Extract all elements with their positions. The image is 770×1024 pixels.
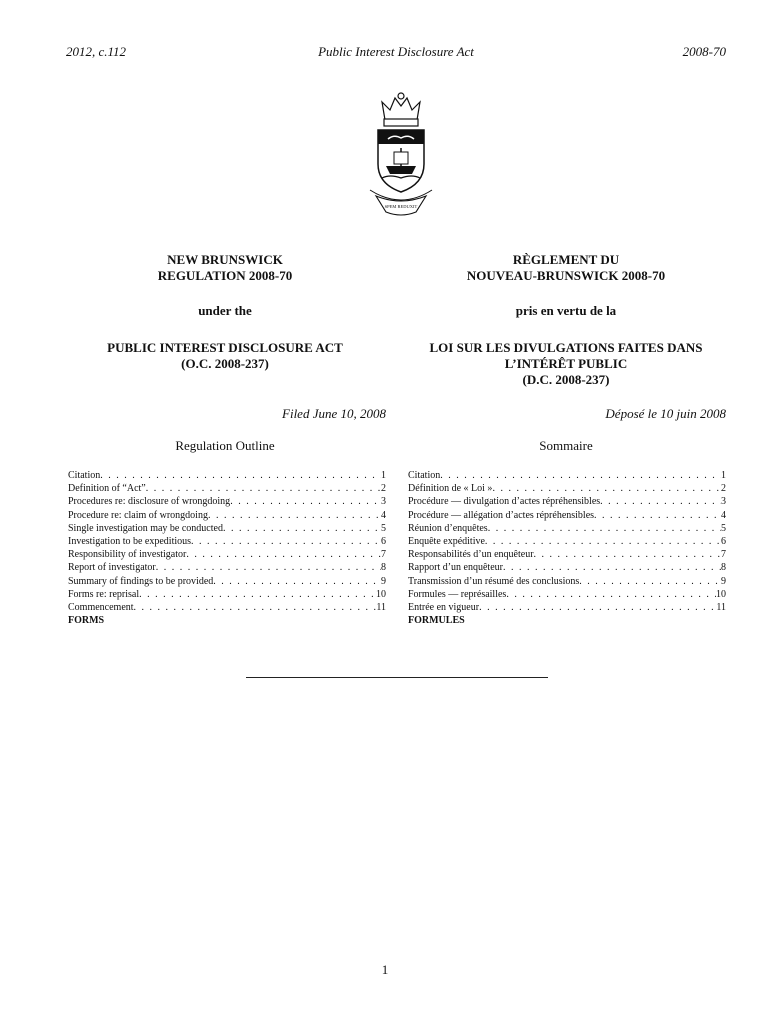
toc-entry-title: Responsibility of investigator <box>68 549 187 561</box>
toc-entry-section-number: 3 <box>381 496 386 508</box>
toc-entry[interactable] <box>68 535 386 548</box>
page-number: 1 <box>381 962 389 977</box>
toc-leader-dots <box>139 588 376 601</box>
toc-leader-dots <box>488 522 721 535</box>
french-regulation-title: RÈGLEMENT DU NOUVEAU-BRUNSWICK 2008-70 <box>466 252 666 283</box>
toc-entry-section-number: 7 <box>721 549 726 561</box>
toc-entry[interactable] <box>408 535 726 548</box>
english-regulation-title: NEW BRUNSWICK REGULATION 2008-70 <box>157 252 293 283</box>
toc-entry-title: Réunion d’enquêtes <box>408 522 488 534</box>
toc-entry[interactable] <box>408 601 726 614</box>
toc-entry-title: Forms re: reprisal <box>68 588 140 600</box>
toc-entry-title: Commencement <box>68 602 134 614</box>
toc-entry[interactable] <box>68 522 386 535</box>
toc-leader-dots <box>208 509 381 522</box>
toc-entry-title: Définition de « Loi » <box>408 483 493 495</box>
toc-entry-section-number: 11 <box>376 602 386 614</box>
english-outline-heading: Regulation Outline <box>175 438 275 453</box>
toc-entry-title: Procedure re: claim of wrongdoing <box>68 509 208 521</box>
toc-entry-title: Report of investigator <box>68 562 156 574</box>
toc-entry-section-number: 8 <box>721 562 726 574</box>
toc-forms-entry[interactable]: FORMULES <box>408 615 465 627</box>
toc-leader-dots <box>503 561 721 574</box>
toc-forms-entry[interactable]: FORMS <box>68 615 105 627</box>
toc-entry-section-number: 3 <box>721 496 726 508</box>
new-brunswick-coat-of-arms-icon <box>360 92 442 218</box>
toc-entry[interactable] <box>68 588 386 601</box>
header-regulation-number: 2008-70 <box>682 44 726 59</box>
toc-entry-title: Entrée en vigueur <box>408 602 480 614</box>
toc-entry-title: Definition of “Act” <box>68 483 146 495</box>
french-title-column <box>407 252 725 388</box>
french-under-the: pris en vertu de la <box>515 303 617 318</box>
english-filed-date: Filed June 10, 2008 <box>282 406 386 421</box>
toc-entry-title: Procédure — allégation d’actes répréhensibles <box>408 509 595 521</box>
toc-leader-dots <box>134 601 377 614</box>
toc-entry-section-number: 9 <box>381 575 386 587</box>
toc-entry-section-number: 5 <box>381 522 386 534</box>
crest-motto: SPEM REDUXIT <box>384 204 418 209</box>
toc-leader-dots <box>223 522 381 535</box>
toc-entry[interactable] <box>68 509 386 522</box>
toc-entry-section-number: 7 <box>381 549 386 561</box>
header-chapter: 2012, c.112 <box>66 44 127 59</box>
toc-entry-title: Procedures re: disclosure of wrongdoing <box>68 496 231 508</box>
toc-leader-dots <box>479 601 716 614</box>
toc-entry-title: Procédure — divulgation d’actes répréhensibles <box>408 496 601 508</box>
toc-leader-dots <box>230 495 381 508</box>
toc-entry-title: Single investigation may be conducted <box>68 522 223 534</box>
toc-entry-title: Citation <box>68 470 101 481</box>
toc-leader-dots <box>156 561 381 574</box>
toc-entry[interactable] <box>68 495 386 508</box>
toc-entry[interactable] <box>408 495 726 508</box>
toc-entry-section-number: 6 <box>381 536 386 548</box>
toc-leader-dots <box>100 469 381 482</box>
toc-leader-dots <box>146 482 381 495</box>
toc-entry-title: Transmission d’un résumé des conclusions <box>408 575 580 587</box>
toc-leader-dots <box>594 509 721 522</box>
toc-entry[interactable] <box>68 548 386 561</box>
english-table-of-contents <box>68 469 386 627</box>
toc-entry[interactable] <box>408 482 726 495</box>
french-table-of-contents <box>408 469 726 627</box>
english-under-the: under the <box>198 303 252 318</box>
toc-entry[interactable] <box>408 548 726 561</box>
toc-entry-section-number: 1 <box>721 470 726 481</box>
toc-entry-section-number: 11 <box>716 602 726 614</box>
toc-entry-section-number: 1 <box>381 470 386 481</box>
toc-leader-dots <box>191 535 381 548</box>
toc-entry[interactable] <box>68 482 386 495</box>
toc-leader-dots <box>600 495 721 508</box>
english-act-name: PUBLIC INTEREST DISCLOSURE ACT (O.C. 2008-237) <box>107 340 343 371</box>
toc-entry-section-number: 4 <box>721 509 726 521</box>
toc-entry-section-number: 4 <box>381 509 386 521</box>
toc-entry-section-number: 10 <box>716 588 726 600</box>
toc-entry-title: Formules — représailles <box>408 588 507 600</box>
toc-entry[interactable] <box>408 588 726 601</box>
toc-entry[interactable] <box>408 575 726 588</box>
toc-entry[interactable] <box>68 601 386 614</box>
toc-entry[interactable] <box>68 575 386 588</box>
toc-leader-dots <box>579 575 721 588</box>
toc-entry[interactable] <box>408 522 726 535</box>
toc-leader-dots <box>485 535 721 548</box>
toc-leader-dots <box>534 548 721 561</box>
toc-leader-dots <box>492 482 721 495</box>
toc-entry-section-number: 2 <box>381 483 386 495</box>
section-divider <box>246 677 548 678</box>
toc-entry-title: Summary of findings to be provided <box>68 575 214 587</box>
toc-entry-title: Citation <box>408 470 441 481</box>
french-filed-date: Déposé le 10 juin 2008 <box>605 406 726 421</box>
toc-leader-dots <box>440 469 721 482</box>
toc-entry[interactable] <box>68 561 386 574</box>
toc-entry-section-number: 6 <box>721 536 726 548</box>
toc-leader-dots <box>213 575 381 588</box>
toc-entry[interactable] <box>408 509 726 522</box>
english-title-column <box>66 252 384 372</box>
toc-entry-section-number: 9 <box>721 575 726 587</box>
toc-leader-dots <box>186 548 381 561</box>
toc-entry-title: Enquête expéditive <box>408 536 485 548</box>
toc-entry[interactable] <box>68 469 386 482</box>
toc-entry-title: Investigation to be expeditious <box>68 536 192 548</box>
header-act-title: Public Interest Disclosure Act <box>318 44 474 59</box>
french-outline-heading: Sommaire <box>539 438 593 453</box>
toc-leader-dots <box>506 588 716 601</box>
toc-entry-section-number: 10 <box>376 588 386 600</box>
french-act-name: LOI SUR LES DIVULGATIONS FAITES DANS L’INTÉRÊT PUBLIC (D.C. 2008-237) <box>429 340 703 387</box>
toc-entry-title: Rapport d’un enquêteur <box>408 562 503 574</box>
toc-entry-section-number: 2 <box>721 483 726 495</box>
toc-entry[interactable] <box>408 469 726 482</box>
running-header <box>66 44 726 60</box>
toc-entry-section-number: 5 <box>721 522 726 534</box>
toc-entry-section-number: 8 <box>381 562 386 574</box>
toc-entry-title: Responsabilités d’un enquêteur <box>408 549 534 561</box>
toc-entry[interactable] <box>408 561 726 574</box>
